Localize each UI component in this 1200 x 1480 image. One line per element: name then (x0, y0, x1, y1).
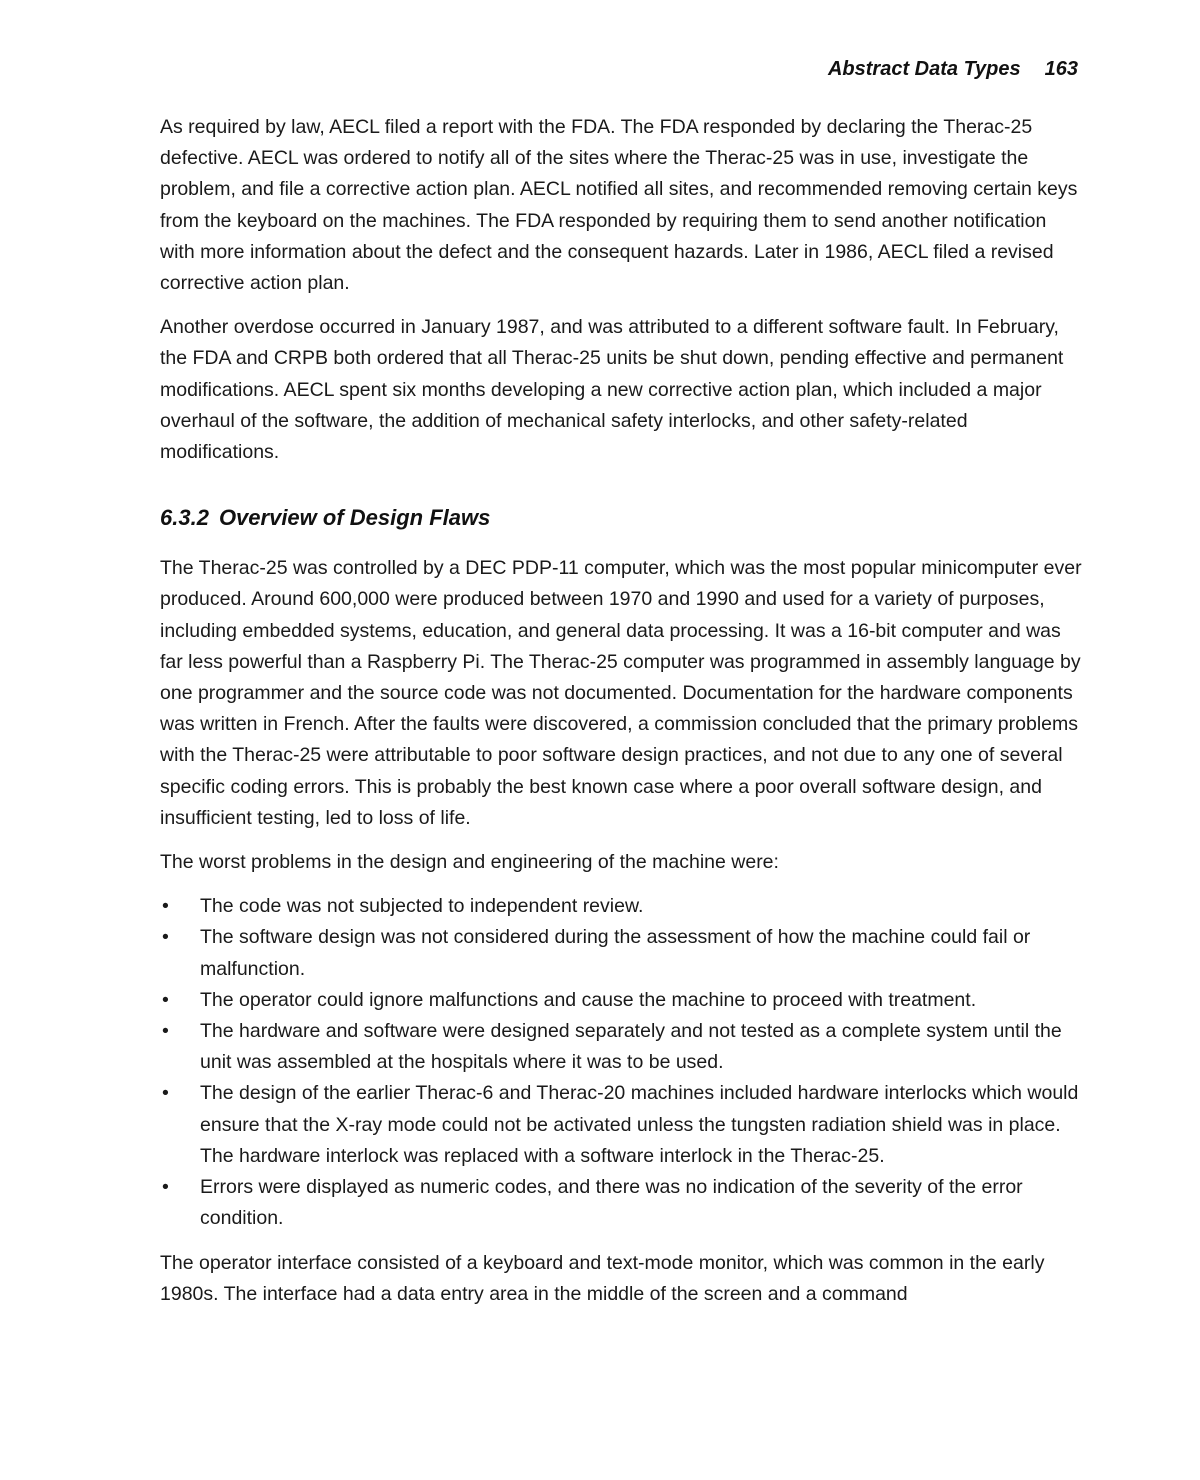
section-number: 6.3.2 (160, 505, 209, 531)
paragraph-worst-problems-intro: The worst problems in the design and engineering of the machine were: (160, 851, 779, 874)
bullet-marker: • (162, 988, 169, 1011)
list-item-text: The code was not subjected to independent review. (200, 895, 644, 918)
paragraph-operator-interface: The operator interface consisted of a keyboard and text-mode monitor, which was common in the early 1980s. The interface had a data entry area in the middle of the screen and a command (160, 1251, 1045, 1305)
paragraph-another-overdose: Another overdose occurred in January 1987, and was attributed to a different software fault. In February, the FDA and CRPB both ordered that all Therac-25 units be shut down, pending effective and permanent modifications. AECL spent six months developing a new corrective action plan, which included a major overhaul of the software, the addition of mechanical safety interlocks, and other safety-related modifications. (160, 316, 1064, 464)
bullet-marker: • (162, 926, 169, 949)
list-item (160, 1016, 1082, 1078)
paragraph-pdp11: The Therac-25 was controlled by a DEC PDP-11 computer, which was the most popular minicomputer ever produced. Around 600,000 were produced between 1970 and 1990 and used for a variety of purposes, including embedded systems, education, and general data processing. It was a 16-bit computer and was far less powerful than a Raspberry Pi. The Therac-25 computer was programmed in assembly language by one programmer and the source code was not documented. Documentation for the hardware components was written in French. After the faults were discovered, a commission concluded that the primary problems with the Therac-25 were attributable to poor software design practices, and not due to any one of several specific coding errors. This is probably the best known case where a poor overall software design, and insufficient testing, led to loss of life. (160, 557, 1082, 829)
list-item-text: The hardware and software were designed separately and not tested as a complete system until the unit was assembled at the hospitals where it was to be used. (200, 1020, 1062, 1074)
list-item (160, 922, 1082, 984)
list-item (160, 985, 1082, 1016)
list-item-text: The design of the earlier Therac-6 and Therac-20 machines included hardware interlocks which would ensure that the X-ray mode could not be activated unless the tungsten radiation shield was in place. The hardware interlock was replaced with a software interlock in the Therac-25. (200, 1082, 1079, 1167)
list-item (160, 891, 1082, 922)
bullet-marker: • (162, 1082, 169, 1105)
bullet-marker: • (162, 895, 169, 918)
list-item (160, 1172, 1082, 1234)
section-title: Overview of Design Flaws (218, 505, 491, 531)
bullet-marker: • (162, 1020, 169, 1043)
running-head (828, 58, 1078, 81)
list-item-text: The software design was not considered during the assessment of how the machine could fail or malfunction. (200, 926, 1031, 980)
running-head-title: Abstract Data Types (827, 58, 1021, 80)
list-item (160, 1078, 1082, 1172)
bullet-marker: • (162, 1176, 169, 1199)
list-item-text: The operator could ignore malfunctions and cause the machine to proceed with treatment. (200, 988, 977, 1011)
page-number: 163 (1044, 58, 1078, 80)
design-flaws-list (160, 891, 1082, 1234)
page-body (160, 112, 1082, 1323)
section-heading (160, 502, 1082, 533)
list-item-text: Errors were displayed as numeric codes, and there was no indication of the severity of the error condition. (200, 1176, 1023, 1230)
paragraph-fda-report: As required by law, AECL filed a report with the FDA. The FDA responded by declaring the Therac-25 defective. AECL was ordered to notify all of the sites where the Therac-25 was in use, investigate the problem, and file a corrective action plan. AECL notified all sites, and recommended removing certain keys from the keyboard on the machines. The FDA responded by requiring them to send another notification with more information about the defect and the consequent hazards. Later in 1986, AECL filed a revised corrective action plan. (160, 116, 1078, 295)
